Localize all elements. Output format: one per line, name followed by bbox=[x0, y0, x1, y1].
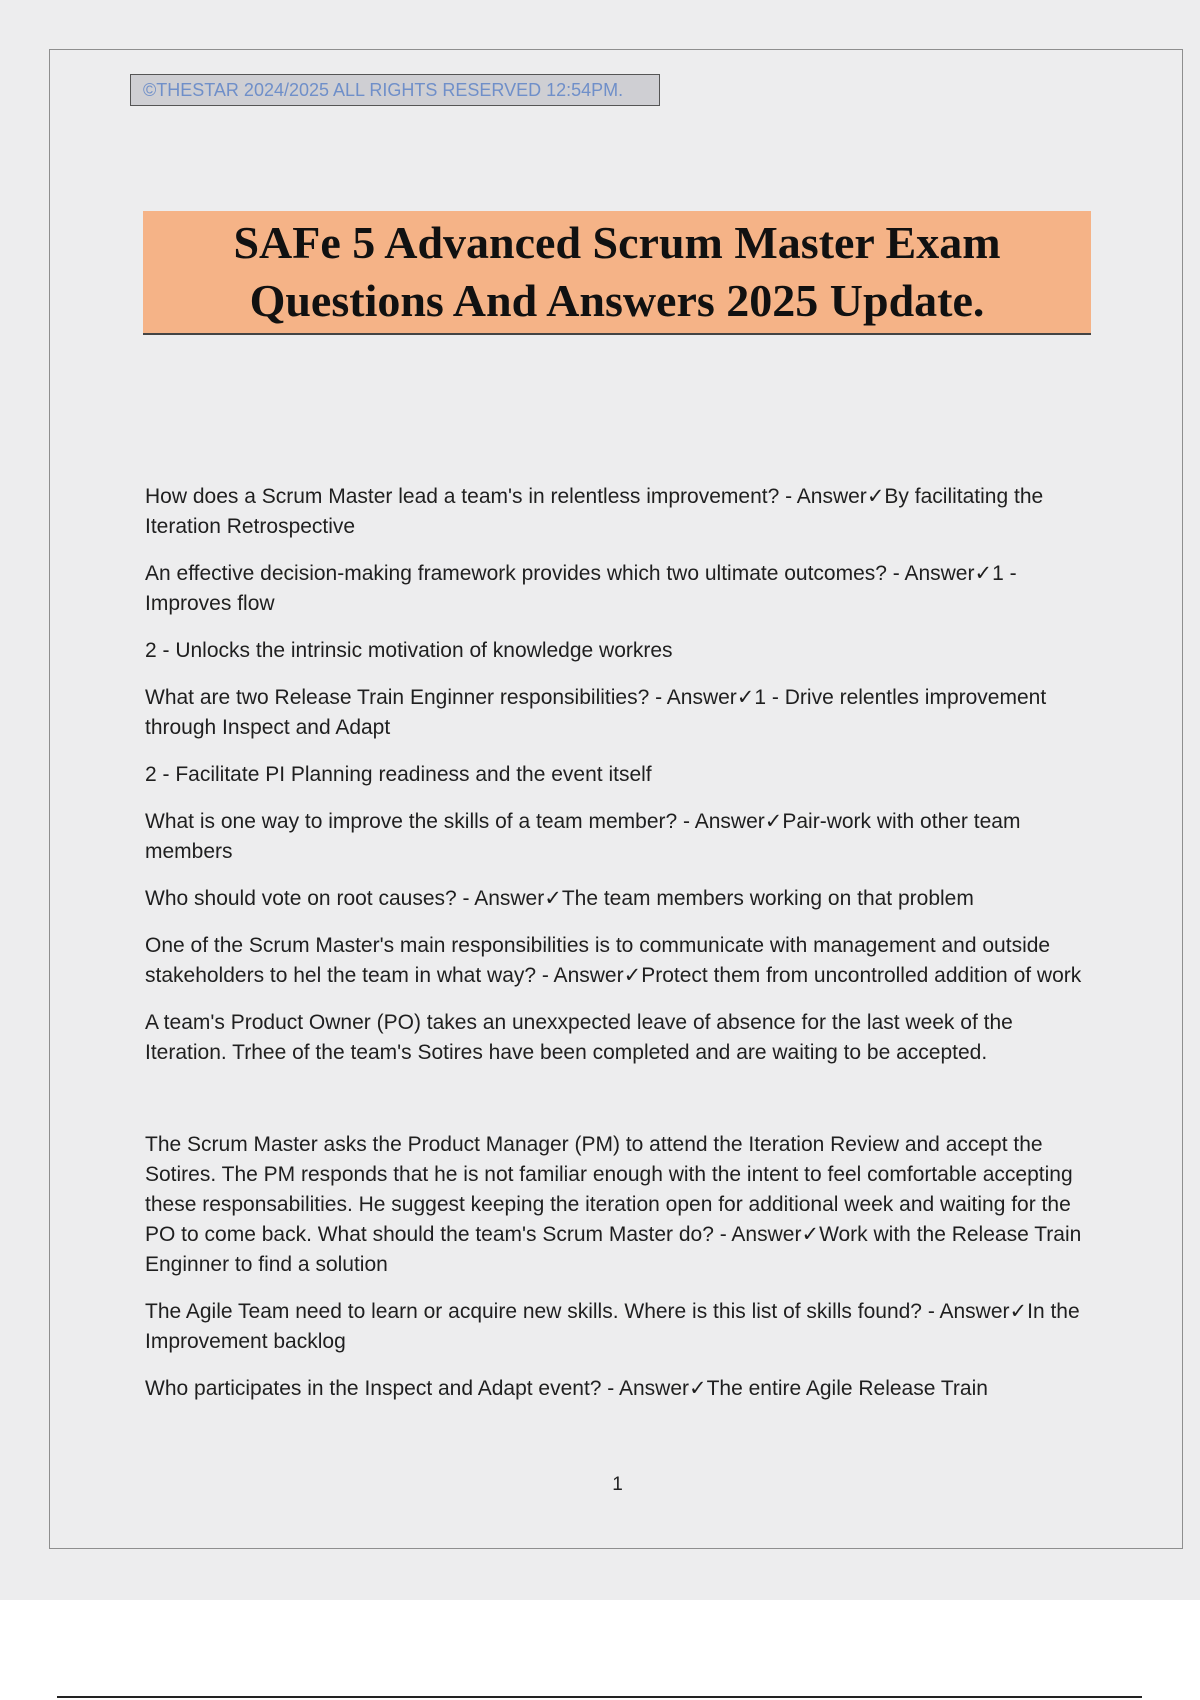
checkmark-icon: ✓ bbox=[801, 1223, 820, 1246]
question-text: A team's Product Owner (PO) takes an unexxpected leave of absence for the last week of the Iteration. Trhee of the team's Sotires have been completed and are waiting to be accepted. bbox=[145, 1011, 1013, 1064]
answer-text: Pair-work with other team members bbox=[145, 810, 1021, 863]
qa-item bbox=[145, 807, 1095, 867]
qa-item bbox=[145, 760, 1095, 790]
qa-item bbox=[145, 683, 1095, 743]
checkmark-icon: ✓ bbox=[544, 887, 562, 910]
copyright-banner: ©THESTAR 2024/2025 ALL RIGHTS RESERVED 12:54PM. bbox=[130, 74, 660, 106]
question-text: An effective decision-making framework provides which two ultimate outcomes? - Answer bbox=[145, 562, 975, 585]
question-text: Who should vote on root causes? - Answer bbox=[145, 887, 545, 910]
question-text: Who participates in the Inspect and Adapt event? - Answer bbox=[145, 1377, 689, 1400]
title-banner bbox=[143, 211, 1091, 335]
qa-item bbox=[145, 1130, 1095, 1280]
question-text: What is one way to improve the skills of a team member? - Answer bbox=[145, 810, 765, 833]
answer-text: By facilitating the Iteration Retrospective bbox=[145, 485, 1044, 538]
qa-item bbox=[145, 559, 1095, 619]
qa-item bbox=[145, 482, 1095, 542]
checkmark-icon: ✓ bbox=[866, 485, 885, 508]
question-text: 2 - Unlocks the intrinsic motivation of knowledge workres bbox=[145, 639, 673, 662]
question-text: One of the Scrum Master's main responsibilities is to communicate with management and outside stakeholders to hel the team in what way? - Answer bbox=[145, 934, 1051, 987]
qa-item bbox=[145, 931, 1095, 991]
footer-divider bbox=[57, 1696, 1142, 1698]
question-text: 2 - Facilitate PI Planning readiness and the event itself bbox=[145, 763, 652, 786]
answer-text: 1 - Drive relentles improvement through Inspect and Adapt bbox=[145, 686, 1047, 739]
answer-text: The entire Agile Release Train bbox=[706, 1377, 988, 1400]
title-line-1: SAFe 5 Advanced Scrum Master Exam bbox=[233, 217, 1001, 268]
checkmark-icon: ✓ bbox=[764, 810, 783, 833]
question-text: The Agile Team need to learn or acquire new skills. Where is this list of skills found? - Answer bbox=[145, 1300, 1010, 1323]
answer-text: The team members working on that problem bbox=[561, 887, 974, 910]
page-number: 1 bbox=[612, 1474, 623, 1495]
answer-text: Work with the Release Train Enginner to find a solution bbox=[145, 1223, 1082, 1276]
answer-text: Protect them from uncontrolled addition of work bbox=[641, 964, 1082, 987]
checkmark-icon: ✓ bbox=[974, 562, 993, 585]
qa-item bbox=[145, 1374, 1095, 1404]
checkmark-icon: ✓ bbox=[736, 686, 755, 709]
qa-item bbox=[145, 1008, 1095, 1068]
question-text: The Scrum Master asks the Product Manager (PM) to attend the Iteration Review and accept the Sotires. The PM responds that he is not familiar enough with the intent to feel comfortable accepting these responsabilities. He suggest keeping the iteration open for additional week and waiting for the PO to come back. What should the team's Scrum Master do? - Answer bbox=[145, 1133, 1073, 1246]
answer-text: In the Improvement backlog bbox=[145, 1300, 1080, 1353]
question-text: What are two Release Train Enginner responsibilities? - Answer bbox=[145, 686, 737, 709]
qa-list bbox=[145, 482, 1095, 1421]
qa-item bbox=[145, 884, 1095, 914]
checkmark-icon: ✓ bbox=[1009, 1300, 1028, 1323]
qa-item bbox=[145, 1297, 1095, 1357]
qa-item bbox=[145, 636, 1095, 666]
checkmark-icon: ✓ bbox=[689, 1377, 707, 1400]
checkmark-icon: ✓ bbox=[623, 964, 642, 987]
question-text: How does a Scrum Master lead a team's in relentless improvement? - Answer bbox=[145, 485, 867, 508]
title-line-2: Questions And Answers 2025 Update. bbox=[249, 275, 985, 326]
answer-text: 1 - Improves flow bbox=[145, 562, 1017, 615]
